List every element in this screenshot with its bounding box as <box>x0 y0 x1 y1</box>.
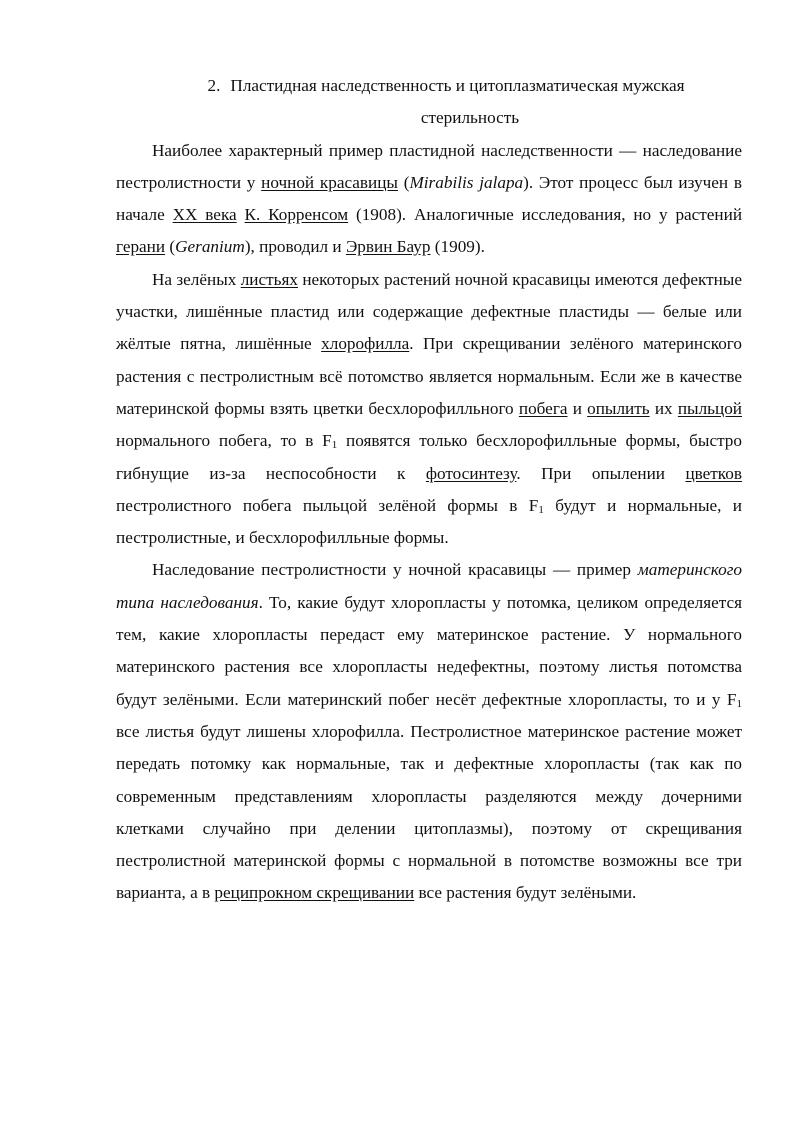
text: все растения будут зелёными. <box>414 883 637 903</box>
text: будут и нормальные, и пестролистные, и бесхлорофилльные формы. <box>116 495 742 548</box>
text: ( <box>397 172 410 192</box>
text: . То, какие будут хлоропласты у потомка, целиком определяется тем, какие хлоропласты передаст ему материнское растение. У нормального материнского растения все хлоропласты недефектны, поэтому листья потомства будут зелёными. Если материнский побег несёт дефектные хлоропласты, то и у F <box>116 592 742 709</box>
link-reciprocal-cross[interactable]: реципрокном скрещивании <box>214 883 415 903</box>
paragraph-1 <box>116 135 742 264</box>
subscript: 1 <box>331 439 338 452</box>
link-erwin-baur[interactable]: Эрвин Баур <box>345 237 431 257</box>
text <box>237 205 245 224</box>
section-number: 2. <box>207 76 221 95</box>
section-title-line1: Пластидная наследственность и цитоплазматическая мужская <box>230 76 685 95</box>
link-mirabilis[interactable]: ночной красавицы <box>261 172 398 192</box>
text: На зелёных <box>152 269 241 289</box>
latin-name: Mirabilis jalapa <box>409 172 524 192</box>
text: . При скрещивании зелёного материнского растения с пестролистным всё потомство является нормальным. Если же в качестве материнской формы взять цветки бесхлорофилльного <box>116 334 742 418</box>
text: Наследование пестролистности у ночной красавицы — пример <box>152 560 638 580</box>
text: появятся только бесхлорофилльные формы, быстро гибнущие из-за неспособности к <box>116 431 742 483</box>
text: (1909). <box>430 237 485 257</box>
text: нормального побега, то в F <box>116 431 332 451</box>
subscript: 1 <box>538 503 544 516</box>
link-xx-century[interactable]: XX века <box>172 205 237 225</box>
text: ), проводил и <box>244 237 346 257</box>
text: все листья будут лишены хлорофилла. Пестролистное материнское растение может передать потомку как нормальные, так и дефектные хлоропласты (так как по современным представлениям хлоропласты разделяются между дочерними клетками случайно при делении цитоплазмы), поэтому от скрещивания пестролистной материнской формы с нормальной в потомстве возможны все три варианта, а в <box>116 721 742 903</box>
link-geranium[interactable]: герани <box>116 237 166 257</box>
section-title-line2: стерильность <box>420 108 520 128</box>
link-pollinate[interactable]: опылить <box>587 398 650 418</box>
text: ). Этот процесс был изучен в начале <box>116 172 742 225</box>
section-heading <box>116 70 742 135</box>
latin-name: Geranium <box>175 237 245 257</box>
link-correns[interactable]: К. Корренсом <box>244 205 349 225</box>
text: . При опылении <box>516 463 686 483</box>
document-page <box>116 70 742 910</box>
text: ( <box>165 237 176 257</box>
text: пестролистного побега пыльцой зелёной формы в F <box>116 495 539 515</box>
text: и <box>567 398 588 418</box>
link-flowers[interactable]: цветков <box>685 463 742 483</box>
subscript: 1 <box>736 697 742 710</box>
link-photosynthesis[interactable]: фотосинтезу <box>425 463 517 483</box>
paragraph-2 <box>116 264 742 555</box>
text: их <box>649 398 678 418</box>
text: некоторых растений ночной красавицы имеются дефектные участки, лишённые пластид или содержащие дефектные пластиды — белые или жёлтые пятна, лишённые <box>116 269 742 354</box>
paragraph-3 <box>116 554 742 909</box>
link-chlorophyll[interactable]: хлорофилла <box>321 334 410 354</box>
link-pollen[interactable]: пыльцой <box>677 398 742 418</box>
link-leaves[interactable]: листьях <box>240 269 298 289</box>
italic-term: материнского типа наследования <box>116 560 742 612</box>
link-shoot[interactable]: побега <box>518 398 568 418</box>
text: (1908). Аналогичные исследования, но у растений <box>348 205 743 225</box>
text: Наиболее характерный пример пластидной наследственности — наследование пестролистности у <box>116 140 742 192</box>
